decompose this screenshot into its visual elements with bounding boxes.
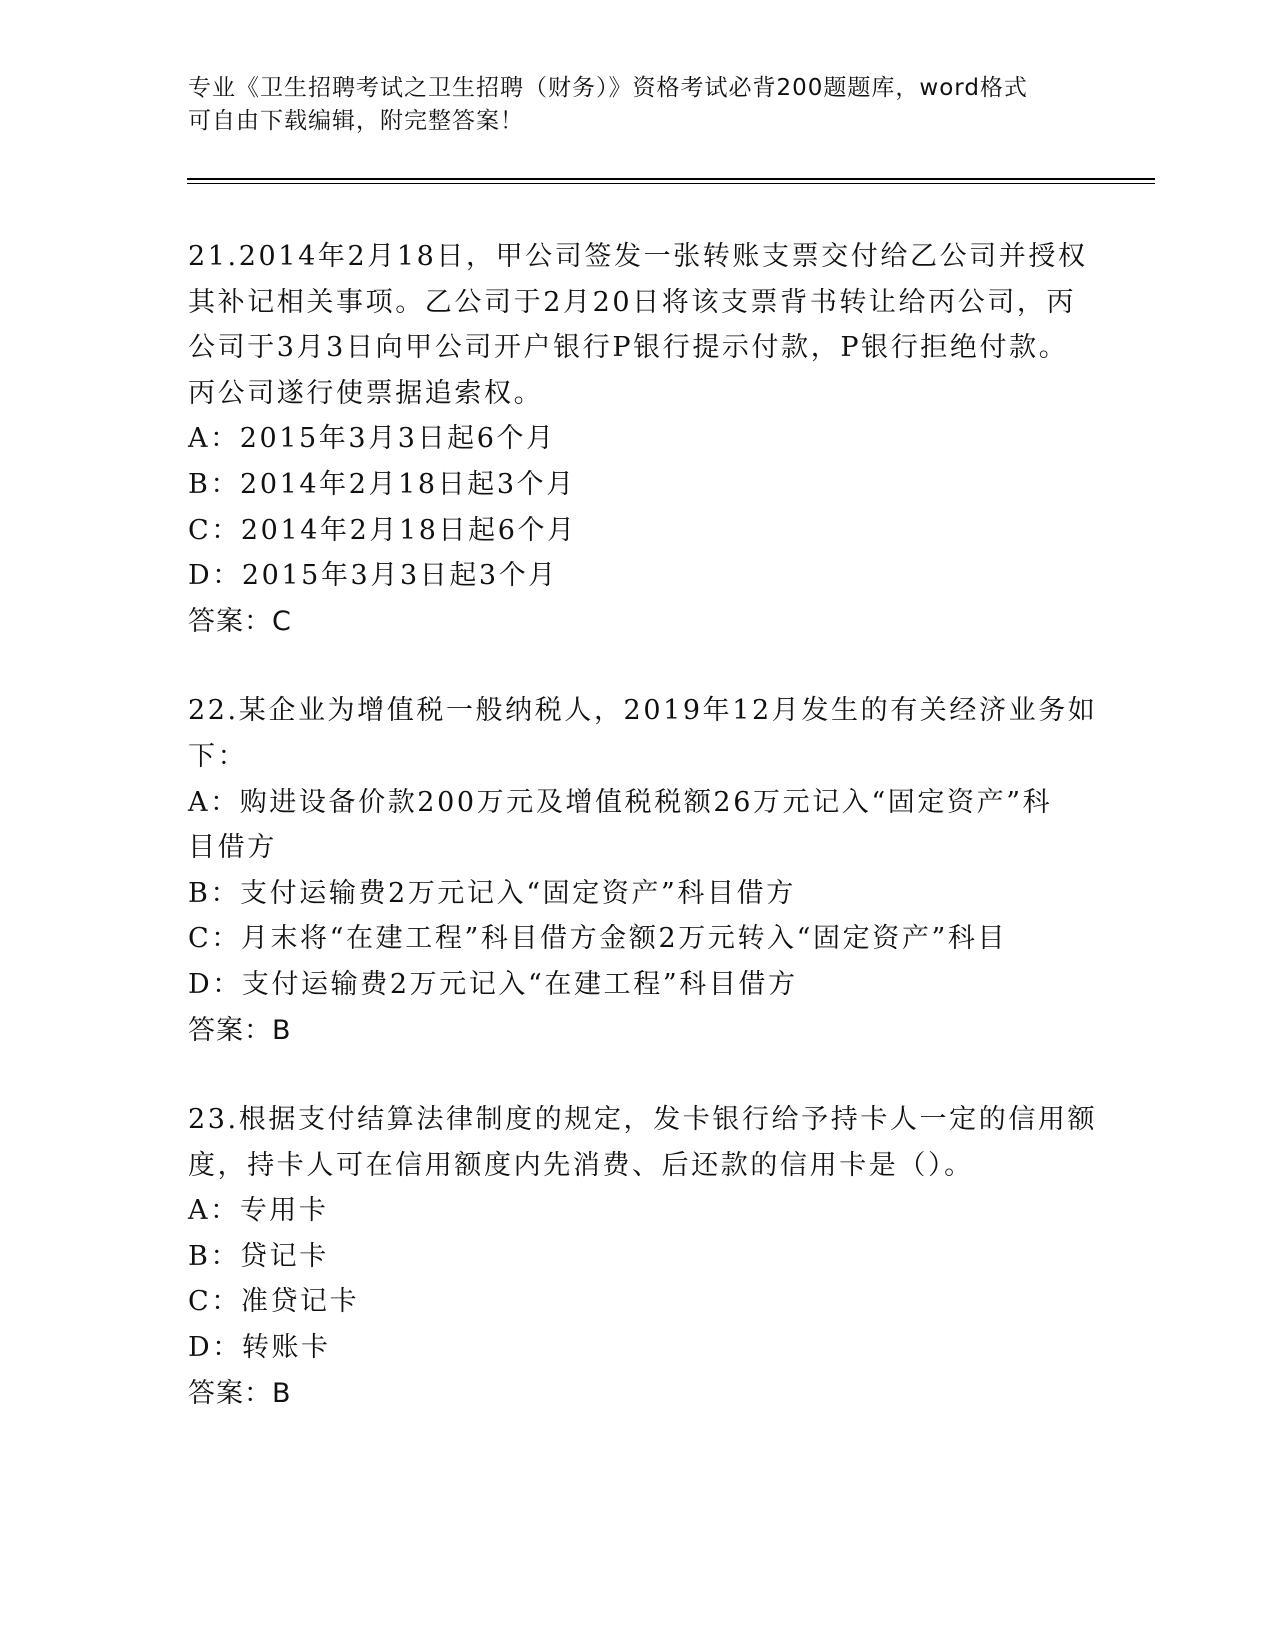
document-header bbox=[188, 72, 1088, 138]
option-b: B：贷记卡 bbox=[188, 1240, 329, 1272]
question-list bbox=[188, 234, 1098, 1416]
option-a: A：专用卡 bbox=[188, 1195, 329, 1227]
option-d: D：2015年3月3日起3个月 bbox=[188, 560, 558, 592]
header-divider-thin bbox=[187, 183, 1155, 184]
option-c: C：2014年2月18日起6个月 bbox=[188, 514, 577, 546]
option-a-continued: 目借方 bbox=[188, 832, 277, 864]
option-b: B：2014年2月18日起3个月 bbox=[188, 468, 576, 500]
question-spacer bbox=[188, 1053, 1088, 1097]
question-stem-line: 丙公司遂行使票据追索权。 bbox=[188, 377, 544, 409]
question-stem-line: 下： bbox=[188, 740, 248, 772]
header-line-1: 专业《卫生招聘考试之卫生招聘（财务）》资格考试必背200题题库，word格式 bbox=[188, 75, 1028, 101]
option-a: A：2015年3月3日起6个月 bbox=[188, 423, 556, 455]
option-c: C：月末将“在建工程”科目借方金额2万元转入“固定资产”科目 bbox=[188, 923, 1008, 955]
header-line-2: 可自由下载编辑，附完整答案！ bbox=[188, 108, 524, 134]
option-d: D：转账卡 bbox=[188, 1332, 331, 1364]
question-stem bbox=[188, 234, 1088, 416]
answer-label: 答案：C bbox=[188, 605, 292, 637]
question-spacer bbox=[188, 644, 1088, 688]
option-b: B：支付运输费2万元记入“固定资产”科目借方 bbox=[188, 877, 796, 909]
question-21 bbox=[188, 234, 1088, 644]
question-stem-line: 其补记相关事项。乙公司于2月20日将该支票背书转让给丙公司，丙 bbox=[188, 286, 1077, 318]
question-stem-line: 公司于3月3日向甲公司开户银行P银行提示付款，P银行拒绝付款。 bbox=[188, 332, 1069, 364]
question-22 bbox=[188, 688, 1098, 1053]
question-stem-line: 23.根据支付结算法律制度的规定，发卡银行给予持卡人一定的信用额 bbox=[188, 1104, 1098, 1136]
option-c: C：准贷记卡 bbox=[188, 1286, 360, 1318]
question-stem bbox=[188, 688, 1098, 779]
option-d: D：支付运输费2万元记入“在建工程”科目借方 bbox=[188, 968, 798, 1000]
answer-label: 答案：B bbox=[188, 1377, 292, 1409]
question-stem-line: 度，持卡人可在信用额度内先消费、后还款的信用卡是（）。 bbox=[188, 1149, 974, 1181]
question-stem-line: 22.某企业为增值税一般纳税人，2019年12月发生的有关经济业务如 bbox=[188, 695, 1098, 727]
question-stem bbox=[188, 1097, 1098, 1188]
question-23 bbox=[188, 1097, 1098, 1416]
header-divider-thick bbox=[187, 178, 1155, 180]
answer-label: 答案：B bbox=[188, 1014, 292, 1046]
question-stem-line: 21.2014年2月18日，甲公司签发一张转账支票交付给乙公司并授权 bbox=[188, 241, 1088, 272]
option-a: A：购进设备价款200万元及增值税税额26万元记入“固定资产”科 bbox=[188, 786, 1053, 818]
